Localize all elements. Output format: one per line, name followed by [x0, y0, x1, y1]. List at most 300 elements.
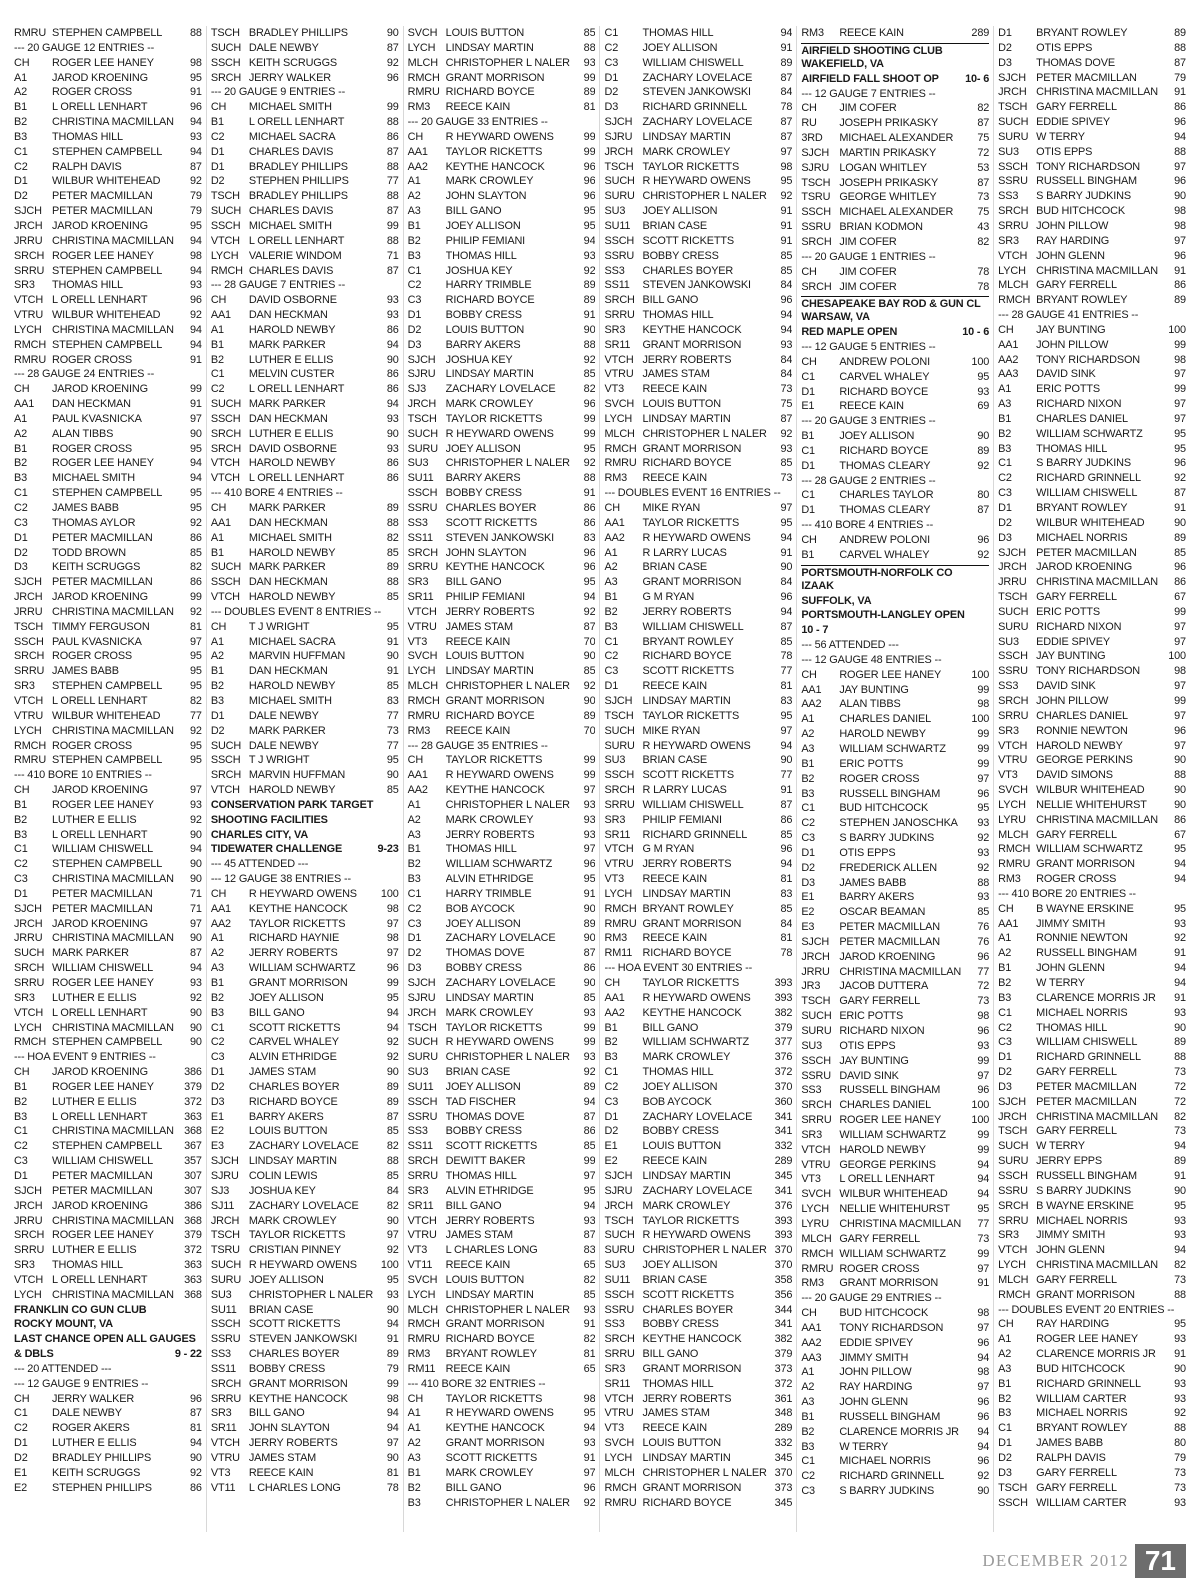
result-row [998, 1199, 1186, 1214]
shooter-name: BOBBY CRESS [445, 487, 522, 500]
class-code: JR3 [801, 980, 821, 993]
class-code: SR3 [998, 724, 1019, 737]
score: 92 [1174, 472, 1186, 485]
class-code: VTCH [998, 249, 1028, 262]
shooter-name: KEYTHE HANCOCK [445, 784, 545, 797]
shooter-name: BRADLEY PHILLIPS [248, 190, 348, 203]
score: 379 [184, 1080, 202, 1093]
class-code: SR11 [407, 1199, 434, 1212]
result-row [801, 131, 989, 146]
result-row [14, 1006, 202, 1021]
result-row [408, 783, 596, 798]
result-row [801, 831, 989, 846]
shooter-name: STEVEN JANKOWSKI [445, 531, 554, 544]
shooter-name: THOMAS HILL [642, 1066, 714, 1079]
shooter-name: OTIS EPPS [1036, 41, 1093, 54]
divider-text: --- 12 GAUGE 9 ENTRIES -- [14, 1377, 149, 1390]
result-row [408, 278, 596, 293]
score: 368 [184, 1125, 202, 1138]
result-row [408, 872, 596, 887]
score: 85 [386, 784, 399, 797]
result-row [801, 503, 989, 518]
shooter-name: JACOB DUTTERA [839, 980, 929, 993]
score: 92 [190, 724, 202, 737]
result-row [998, 1362, 1186, 1377]
shooter-name: JOHN SLAYTON [445, 190, 527, 203]
class-code: D2 [998, 1452, 1012, 1464]
shooter-name: JERRY ROBERTS [445, 1214, 535, 1227]
score: 100 [380, 1259, 399, 1272]
result-row [604, 293, 792, 308]
result-row [211, 1332, 399, 1347]
class-code: CH [998, 902, 1014, 915]
result-row [604, 367, 792, 382]
class-code: SSRU [604, 249, 635, 262]
score: 90 [583, 323, 596, 336]
result-row [408, 605, 596, 620]
score: 85 [583, 368, 596, 381]
shooter-name: STEPHEN CAMPBELL [52, 264, 163, 277]
class-code: SUCH [604, 1229, 635, 1242]
shooter-name: ROGER LEE HANEY [52, 457, 154, 470]
class-code: SS3 [604, 264, 625, 277]
result-row [408, 1199, 596, 1214]
result-row [604, 1124, 792, 1139]
class-code: SRRU [998, 1214, 1029, 1227]
shooter-name: CHRISTOPHER L NALER [445, 1051, 570, 1064]
result-row [801, 1024, 989, 1039]
shooter-name: JIM COFER [839, 280, 897, 293]
result-row [801, 265, 989, 280]
shooter-name: STEPHEN JANOSCHKA [839, 817, 958, 830]
score: 78 [780, 101, 793, 114]
heading-text: PORTSMOUTH-LANGLEY OPEN [801, 609, 965, 622]
shooter-name: LOUIS BUTTON [248, 1125, 328, 1138]
shooter-name: LOUIS BUTTON [445, 27, 525, 39]
class-code: SJCH [801, 935, 830, 948]
shooter-name: DAN HECKMAN [248, 576, 328, 589]
shooter-name: WILLIAM CARTER [1036, 1392, 1127, 1405]
score: 78 [977, 265, 990, 278]
divider-text: --- DOUBLES EVENT 16 ENTRIES -- [604, 487, 781, 500]
shooter-name: CHRISTOPHER L NALER [642, 1244, 767, 1257]
shooter-name: PETER MACMILLAN [52, 576, 153, 589]
divider-text: --- 410 BORE 10 ENTRIES -- [14, 769, 152, 782]
club-heading [211, 798, 399, 813]
shooter-name: CHRISTINA MACMILLAN [52, 234, 174, 247]
class-code: SSCH [210, 56, 241, 69]
result-row [14, 1095, 202, 1110]
class-code: B1 [801, 430, 815, 443]
heading-date: 9 - 22 [174, 1348, 202, 1361]
class-code: RMRU [604, 917, 637, 930]
shooter-name: REECE KAIN [248, 1466, 314, 1479]
class-code: A2 [407, 190, 421, 203]
class-code: SSRU [998, 1184, 1028, 1197]
score: 382 [774, 1333, 793, 1346]
shooter-name: FREDERICK ALLEN [839, 861, 937, 874]
shooter-name: JIMMY SMITH [1036, 917, 1106, 930]
score: 367 [184, 1140, 202, 1153]
score: 95 [190, 442, 202, 455]
score: 93 [190, 798, 202, 811]
class-code: VT3 [407, 635, 428, 648]
class-code: SSCH [210, 412, 241, 425]
score: 93 [583, 813, 596, 826]
class-code: D2 [998, 516, 1012, 529]
result-row [211, 367, 399, 382]
shooter-name: RALPH DAVIS [52, 160, 122, 173]
result-row [801, 1098, 989, 1113]
class-code: E1 [210, 1110, 224, 1123]
shooter-name: ALVIN ETHRIDGE [248, 1051, 337, 1064]
result-row [14, 813, 202, 828]
shooter-name: RICHARD BOYCE [445, 1333, 535, 1346]
shooter-name: JOHN GLENN [839, 1396, 909, 1409]
score: 370 [774, 1080, 793, 1093]
class-code: SURU [407, 442, 438, 455]
shooter-name: PETER MACMILLAN [52, 887, 153, 900]
score: 94 [190, 472, 202, 485]
score: 92 [780, 190, 793, 203]
shooter-name: BOBBY CRESS [642, 249, 719, 262]
result-row [604, 679, 792, 694]
class-code: SR3 [14, 680, 35, 693]
heading-text: ROCKY MOUNT, VA [14, 1318, 113, 1331]
score: 90 [386, 769, 399, 782]
divider-text: --- 12 GAUGE 5 ENTRIES -- [801, 341, 936, 354]
result-row [211, 1035, 399, 1050]
class-code: C3 [998, 487, 1012, 500]
result-row [801, 1469, 989, 1484]
result-row [211, 560, 399, 575]
score: 87 [386, 41, 399, 54]
result-row [408, 931, 596, 946]
result-row [14, 605, 202, 620]
result-row [604, 620, 792, 635]
result-row [408, 1421, 596, 1436]
result-row [998, 961, 1186, 976]
heading-text: CHESAPEAKE BAY ROD & GUN CL [801, 298, 981, 311]
class-code: VTCH [210, 234, 240, 247]
score: 94 [583, 234, 596, 247]
shooter-name: GARY FERRELL [1036, 591, 1117, 604]
result-row [998, 694, 1186, 709]
score: 85 [583, 1288, 596, 1301]
class-code: C1 [998, 1006, 1012, 1019]
shooter-name: NELLIE WHITEHURST [839, 1203, 950, 1216]
shooter-name: WILLIAM SCHWARTZ [248, 962, 356, 975]
class-code: RMCH [14, 739, 47, 752]
shooter-name: JAMES STAM [642, 1407, 710, 1420]
score: 87 [583, 947, 596, 960]
shooter-name: BARRY AKERS [248, 1110, 324, 1123]
result-row [998, 1154, 1186, 1169]
shooter-name: JAROD KROENING [52, 71, 148, 84]
shooter-name: ROGER CROSS [52, 739, 133, 752]
result-row [604, 41, 792, 56]
shooter-name: RUSSELL BINGHAM [839, 1084, 941, 1097]
score: 99 [583, 1155, 596, 1168]
score: 96 [977, 1410, 990, 1423]
class-code: B1 [801, 1410, 815, 1423]
class-code: RMCH [998, 843, 1031, 856]
club-heading [801, 325, 989, 340]
result-row [14, 486, 202, 501]
class-code: D1 [14, 1169, 28, 1182]
result-row [408, 991, 596, 1006]
class-code: A3 [604, 576, 618, 589]
class-code: SR11 [604, 338, 631, 351]
score: 92 [583, 605, 596, 618]
class-code: SURU [998, 130, 1029, 143]
shooter-name: MARK CROWLEY [445, 175, 534, 188]
class-code: C3 [14, 1155, 28, 1168]
score: 81 [386, 1466, 399, 1479]
score: 93 [977, 846, 990, 859]
shooter-name: GARY FERRELL [1036, 1125, 1117, 1138]
shooter-name: TAYLOR RICKETTS [248, 917, 346, 930]
class-code: SRRU [14, 977, 45, 989]
shooter-name: LOGAN WHITLEY [839, 161, 927, 174]
result-row [998, 1392, 1186, 1407]
shooter-name: WILLIAM CHISWELL [52, 843, 154, 856]
result-row [14, 1273, 202, 1288]
score: 77 [386, 175, 399, 188]
score: 82 [1174, 1110, 1186, 1123]
shooter-name: STEPHEN PHILLIPS [52, 1481, 152, 1494]
score: 97 [977, 1262, 990, 1275]
result-row [998, 1421, 1186, 1436]
class-code: JRCH [407, 1006, 437, 1019]
shooter-name: DAN HECKMAN [248, 516, 328, 529]
class-code: C1 [801, 444, 815, 457]
shooter-name: RICHARD BOYCE [445, 294, 535, 307]
result-row [14, 427, 202, 442]
score: 100 [971, 1114, 990, 1127]
class-code: E1 [801, 891, 815, 904]
result-row [211, 382, 399, 397]
shooter-name: WILLIAM SCHWARTZ [642, 1036, 749, 1049]
score: 82 [1174, 1259, 1186, 1272]
class-code: CH [801, 1307, 817, 1320]
result-row [211, 249, 399, 264]
class-code: SRCH [604, 784, 635, 797]
class-code: A1 [407, 175, 421, 188]
score: 87 [977, 176, 990, 189]
score: 91 [190, 398, 202, 411]
class-code: D2 [998, 41, 1012, 54]
score: 393 [774, 1229, 793, 1242]
shooter-name: SCOTT RICKETTS [248, 1318, 341, 1331]
class-code: RMCH [998, 294, 1031, 307]
result-row [998, 1124, 1186, 1139]
class-code: D1 [407, 309, 422, 322]
result-row [211, 1139, 399, 1154]
score: 83 [780, 887, 793, 900]
class-code: B1 [407, 219, 421, 232]
shooter-name: GARY FERRELL [1036, 1481, 1117, 1494]
result-row [604, 1184, 792, 1199]
shooter-name: GARY FERRELL [1036, 1466, 1117, 1479]
shooter-name: L CHARLES LONG [445, 1244, 538, 1257]
score: 92 [977, 861, 990, 874]
result-row [998, 130, 1186, 145]
result-row [408, 249, 596, 264]
page-footer [982, 1544, 1186, 1578]
score: 73 [977, 191, 990, 204]
score: 99 [386, 1377, 399, 1390]
class-code: SR11 [210, 1422, 237, 1435]
class-code: A1 [604, 546, 618, 559]
result-row [801, 1009, 989, 1024]
score: 94 [977, 1440, 990, 1453]
score: 67 [1174, 591, 1186, 604]
score: 97 [190, 784, 202, 797]
result-row [211, 1243, 399, 1258]
result-row [801, 1247, 989, 1262]
class-code: B2 [801, 1425, 815, 1438]
score: 341 [774, 1110, 793, 1123]
class-code: MLCH [604, 1466, 635, 1479]
class-code: SSCH [604, 1288, 635, 1301]
score: 95 [1174, 1318, 1186, 1331]
class-code: B1 [210, 977, 224, 989]
class-code: SJRU [604, 1184, 633, 1197]
score: 83 [583, 1244, 596, 1257]
class-code: TSCH [210, 190, 240, 203]
result-row [801, 1425, 989, 1440]
score: 95 [780, 709, 793, 722]
result-row [604, 1466, 792, 1481]
class-code: B1 [210, 116, 224, 129]
result-row [604, 946, 792, 961]
result-row [604, 145, 792, 160]
result-row [408, 1481, 596, 1496]
shooter-name: ZACHARY LOVELACE [642, 1110, 753, 1123]
class-code: B2 [998, 427, 1012, 440]
shooter-name: CHARLES BOYER [642, 264, 734, 277]
class-code: A2 [801, 1381, 815, 1394]
result-row [604, 1139, 792, 1154]
class-code: C1 [407, 887, 422, 900]
class-code: LYCH [407, 1288, 436, 1301]
shooter-name: CHRISTINA MACMILLAN [52, 323, 174, 336]
class-code: VT11 [210, 1481, 236, 1494]
class-code: SU11 [210, 1303, 237, 1316]
score: 86 [583, 962, 596, 975]
shooter-name: RUSSELL BINGHAM [1036, 175, 1137, 188]
class-code: MLCH [998, 828, 1029, 841]
score: 87 [386, 1110, 399, 1123]
result-row [604, 100, 792, 115]
class-code: SS3 [210, 1348, 231, 1361]
class-code: D2 [210, 1080, 225, 1093]
class-code: B1 [407, 1466, 421, 1479]
score: 94 [583, 1199, 596, 1212]
shooter-name: GRANT MORRISON [445, 694, 545, 707]
result-row [998, 1436, 1186, 1451]
shooter-name: BILL GANO [445, 1199, 502, 1212]
result-row [801, 548, 989, 563]
class-code: D1 [801, 459, 815, 472]
class-code: CH [998, 1318, 1014, 1331]
shooter-name: LOUIS BUTTON [642, 1437, 721, 1450]
score: 91 [1174, 264, 1186, 277]
score: 94 [1174, 1244, 1186, 1257]
class-code: SJRU [604, 130, 633, 143]
class-code: MLCH [407, 1303, 438, 1316]
score: 73 [780, 383, 793, 396]
class-code: B1 [210, 546, 224, 559]
class-code: D1 [801, 385, 815, 398]
heading-date: 10 - 6 [962, 326, 990, 339]
score: 89 [1174, 27, 1186, 39]
class-code: AA2 [407, 784, 428, 797]
result-row [998, 397, 1186, 412]
class-code: SRCH [210, 71, 242, 84]
class-code: B1 [14, 1080, 28, 1093]
score: 345 [774, 1452, 793, 1464]
result-row [211, 1184, 399, 1199]
class-code: D1 [604, 1110, 619, 1123]
result-row [211, 679, 399, 694]
shooter-name: THOMAS HILL [445, 843, 517, 856]
score: 89 [780, 56, 793, 69]
shooter-name: ROGER LEE HANEY [839, 1114, 942, 1127]
shooter-name: L ORELL LENHART [248, 116, 345, 129]
result-row [801, 1202, 989, 1217]
shooter-name: ROGER AKERS [52, 1422, 130, 1435]
score: 97 [1174, 620, 1186, 633]
shooter-name: DAVID SIMONS [1036, 769, 1113, 782]
shooter-name: GRANT MORRISON [248, 977, 348, 989]
result-row [211, 1095, 399, 1110]
shooter-name: JAMES BABB [1036, 1437, 1104, 1450]
shooter-name: CHRISTINA MACMILLAN [1036, 576, 1158, 589]
result-row [408, 56, 596, 71]
class-code: SUCH [210, 398, 242, 411]
class-code: SRCH [801, 235, 832, 248]
class-code: SSCH [801, 1054, 831, 1067]
shooter-name: JAMES STAM [642, 368, 710, 381]
shooter-name: MICHAEL ALEXANDER [839, 206, 954, 219]
score: 95 [780, 516, 793, 529]
class-code: SR11 [604, 828, 631, 841]
score: 90 [386, 1066, 399, 1079]
result-row [408, 160, 596, 175]
class-code: JRRU [14, 932, 43, 945]
shooter-name: SCOTT RICKETTS [445, 1140, 538, 1153]
shooter-name: GRANT MORRISON [839, 1277, 939, 1290]
class-code: SRRU [604, 798, 635, 811]
score: 94 [190, 264, 202, 277]
shooter-name: R LARRY LUCAS [642, 784, 727, 797]
result-row [604, 828, 792, 843]
class-code: A3 [998, 1362, 1012, 1375]
shooter-name: B WAYNE ERSKINE [1036, 902, 1134, 915]
result-row [408, 1228, 596, 1243]
score: 93 [190, 130, 202, 143]
score: 91 [386, 635, 399, 648]
class-code: SJCH [14, 205, 42, 218]
shooter-name: PHILIP FEMIANI [445, 234, 526, 247]
shooter-name: LOUIS BUTTON [445, 323, 525, 336]
score: 94 [780, 323, 793, 336]
class-code: A2 [407, 813, 421, 826]
shooter-name: GRANT MORRISON [642, 1481, 742, 1494]
result-row [801, 816, 989, 831]
